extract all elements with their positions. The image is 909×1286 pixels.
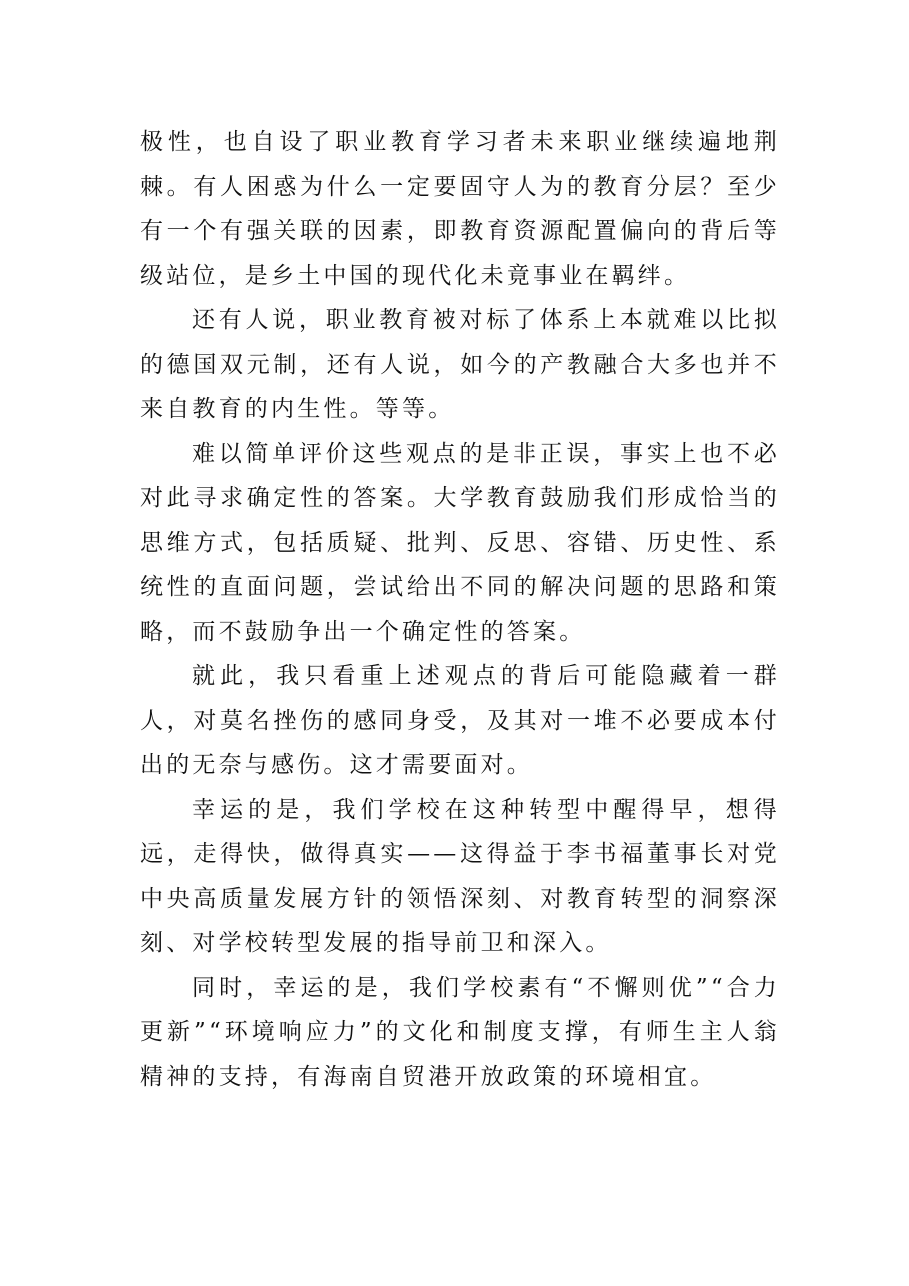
paragraph: 就此，我只看重上述观点的背后可能隐藏着一群人，对莫名挫伤的感同身受，及其对一堆不必要成本付出的无奈与感伤。这才需要面对。 bbox=[140, 663, 780, 778]
document-body bbox=[140, 120, 780, 1099]
paragraph: 难以简单评价这些观点的是非正误，事实上也不必对此寻求确定性的答案。大学教育鼓励我们形成恰当的思维方式，包括质疑、批判、反思、容错、历史性、系统性的直面问题，尝试给出不同的解决问题的思路和策略，而不鼓励争出一个确定性的答案。 bbox=[140, 440, 780, 645]
paragraph: 同时，幸运的是，我们学校素有“不懈则优”“合力更新”“环境响应力”的文化和制度支撑，有师生主人翁精神的支持，有海南自贸港开放政策的环境相宜。 bbox=[140, 974, 780, 1090]
paragraph: 还有人说，职业教育被对标了体系上本就难以比拟的德国双元制，还有人说，如今的产教融合大多也并不来自教育的内生性。等等。 bbox=[140, 307, 780, 422]
paragraph: 幸运的是，我们学校在这种转型中醒得早，想得远，走得快，做得真实——这得益于李书福董事长对党中央高质量发展方针的领悟深刻、对教育转型的洞察深刻、对学校转型发展的指导前卫和深入。 bbox=[140, 796, 780, 956]
paragraph: 极性，也自设了职业教育学习者未来职业继续遍地荆棘。有人困惑为什么一定要固守人为的教育分层？至少有一个有强关联的因素，即教育资源配置偏向的背后等级站位，是乡土中国的现代化未竟事业在羁绊。 bbox=[140, 129, 780, 289]
